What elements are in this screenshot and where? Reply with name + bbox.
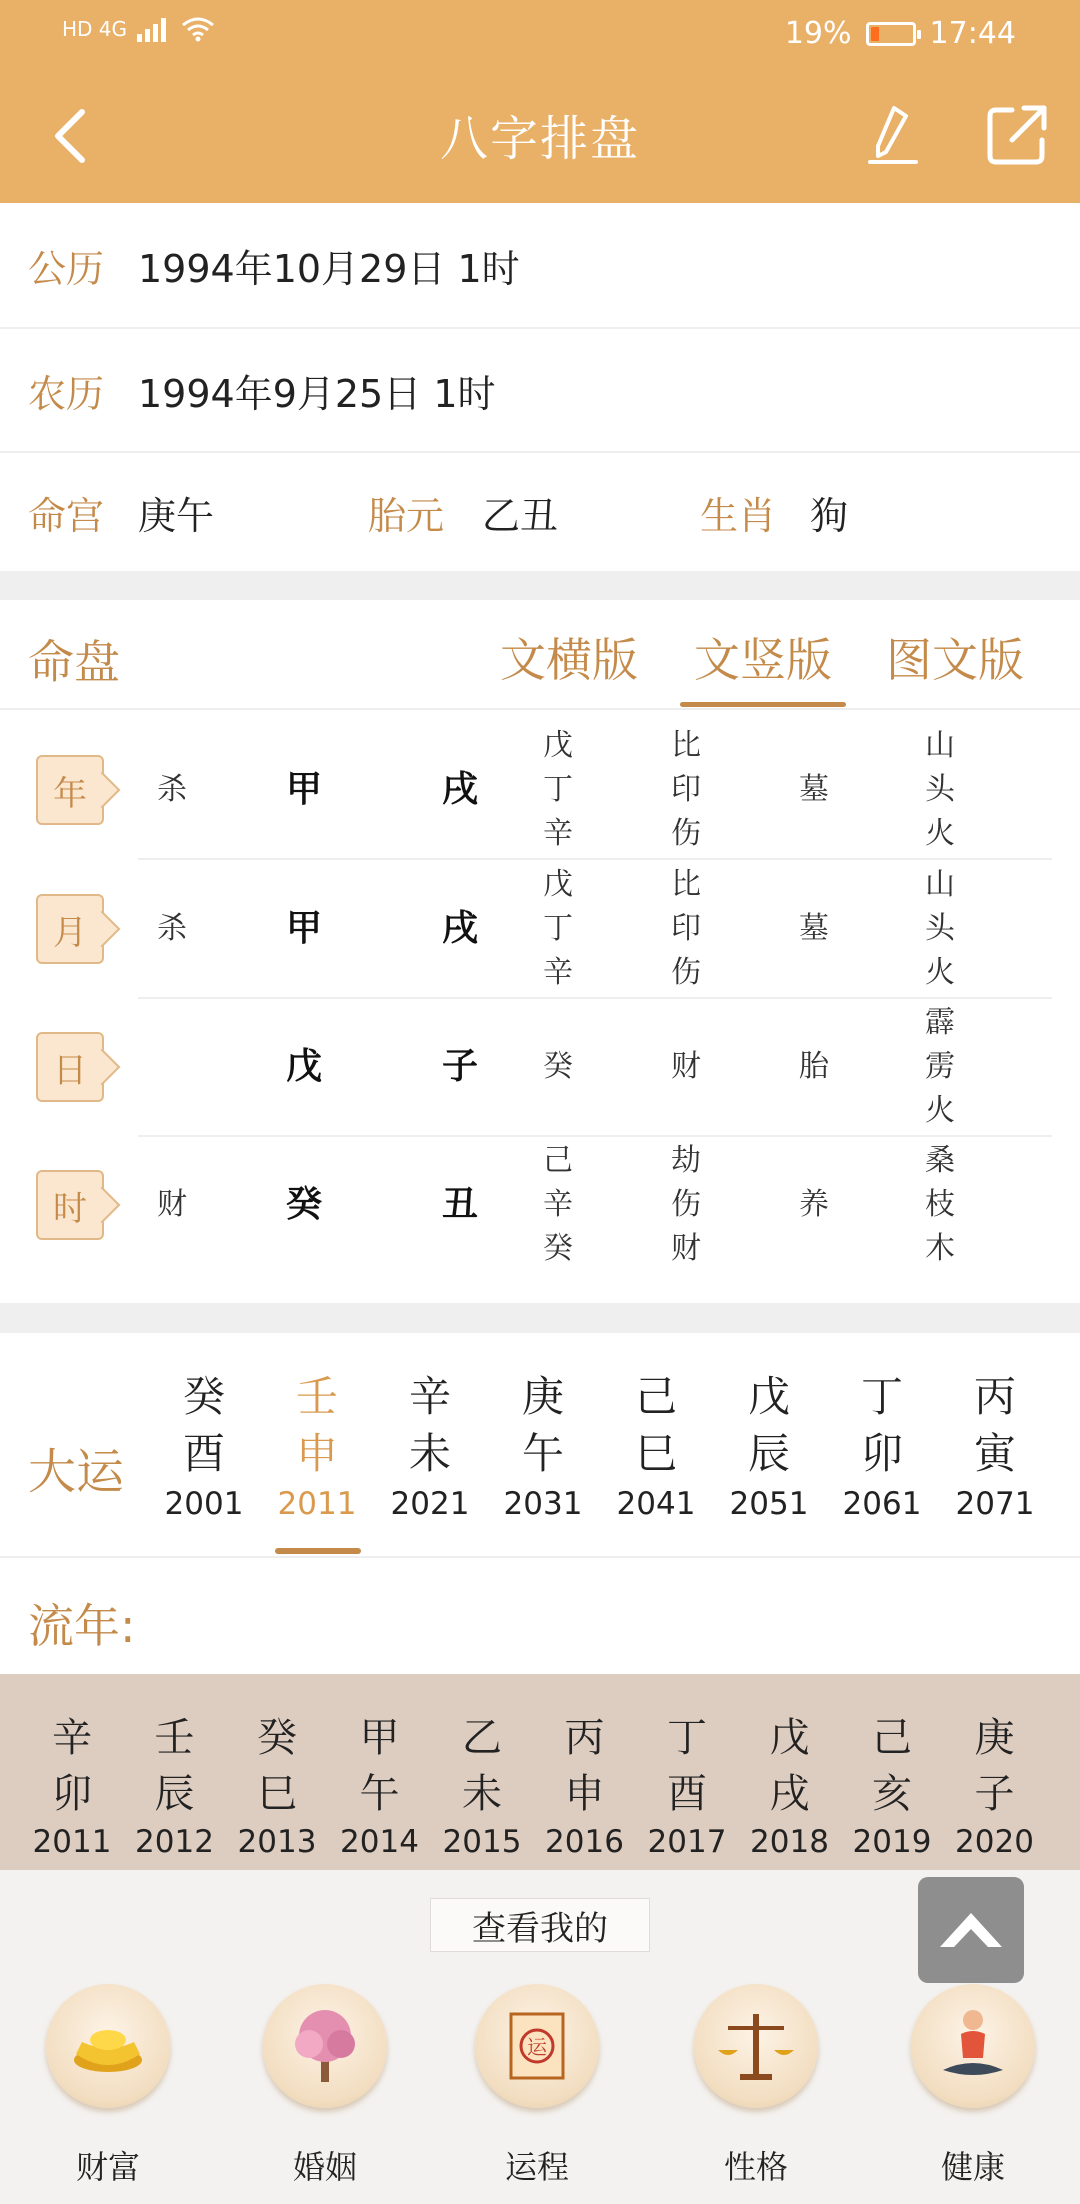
liunian-gan: 癸 [257, 1715, 297, 1761]
dayun-gan: 庚 [521, 1372, 564, 1421]
dayun-gan: 辛 [408, 1372, 451, 1421]
liunian-zhi: 酉 [667, 1771, 707, 1817]
dayun-zhi: 辰 [747, 1429, 790, 1478]
dayun-zhi: 午 [521, 1429, 564, 1478]
liunian-zhi: 巳 [257, 1771, 297, 1817]
liunian-year: 2014 [340, 1824, 419, 1860]
battery-icon [866, 22, 916, 46]
dayun-item[interactable] [493, 1368, 593, 1522]
row-divider [138, 1135, 1052, 1137]
liunian-item[interactable] [842, 1710, 942, 1860]
dayun-year: 2021 [390, 1486, 470, 1522]
liunian-year: 2013 [237, 1824, 317, 1860]
feature-balance-scale[interactable] [686, 1984, 826, 2188]
pillar-zhi: 戌 [441, 769, 478, 810]
liunian-zhi: 未 [462, 1771, 502, 1817]
feature-blossom-tree[interactable] [255, 1984, 395, 2188]
pillar-fu: 印 [671, 772, 701, 807]
dayun-year: 2041 [616, 1486, 696, 1522]
tab-horizontal-text[interactable]: 文横版 [500, 633, 638, 687]
pillar-canggan: 辛 [543, 816, 573, 851]
dayun-zhi: 寅 [973, 1429, 1016, 1478]
pillar-gan: 甲 [285, 908, 322, 949]
dayun-zhi: 申 [295, 1429, 338, 1478]
dayun-item[interactable] [380, 1368, 480, 1522]
pillar-fu: 印 [671, 911, 701, 946]
feature-label: 婚姻 [292, 2148, 357, 2186]
pillar-fu: 财 [671, 1231, 701, 1266]
dayun-zhi: 未 [408, 1429, 451, 1478]
pillar-fu: 劫 [671, 1143, 701, 1178]
liunian-year: 2016 [545, 1824, 624, 1860]
pillar-state: 墓 [799, 911, 829, 946]
pillar-zhi: 子 [441, 1046, 478, 1087]
liunian-item[interactable] [330, 1710, 430, 1860]
dayun-item[interactable] [606, 1368, 706, 1522]
liunian-gan: 乙 [462, 1715, 502, 1761]
liunian-year: 2018 [750, 1824, 829, 1860]
mingpan-title: 命盘 [28, 635, 120, 689]
pillar-tag: 年 [36, 755, 104, 825]
dayun-item[interactable] [945, 1368, 1045, 1522]
dayun-item[interactable] [154, 1368, 254, 1522]
network-indicator: HD 4G [62, 17, 128, 41]
pillar-canggan: 丁 [543, 911, 573, 946]
liunian-item[interactable] [432, 1710, 532, 1860]
liunian-gan: 辛 [52, 1715, 92, 1761]
dayun-year: 2001 [164, 1486, 244, 1522]
feature-gold-ingot[interactable] [38, 1984, 178, 2188]
liunian-gan: 庚 [974, 1715, 1015, 1761]
pillar-fu: 伤 [671, 1187, 701, 1222]
pillar-nayin: 头 [925, 772, 955, 807]
pillar-nayin: 山 [925, 867, 955, 902]
zodiac-label: 生肖 [700, 493, 777, 538]
clock: 17:44 [929, 16, 1016, 51]
pillar-nayin: 木 [925, 1231, 955, 1266]
pillar-fu: 财 [671, 1049, 701, 1084]
pillar-canggan: 辛 [543, 1187, 573, 1222]
dayun-gan: 丁 [860, 1372, 903, 1421]
liunian-zhi: 子 [974, 1771, 1015, 1817]
liunian-item[interactable] [945, 1710, 1045, 1860]
pillar-canggan: 丁 [543, 772, 573, 807]
dayun-item[interactable] [719, 1368, 819, 1522]
dayun-title: 大运 [28, 1444, 125, 1500]
liunian-year: 2015 [442, 1824, 522, 1860]
feature-meditation[interactable] [903, 1984, 1043, 2188]
liunian-gan: 丁 [667, 1715, 707, 1761]
pillar-nayin: 火 [925, 816, 955, 851]
dayun-gan: 壬 [295, 1372, 338, 1421]
pillar-fu: 伤 [671, 816, 701, 851]
liunian-zhi: 戌 [769, 1771, 810, 1817]
taiyuan-value: 乙丑 [482, 493, 559, 538]
gold-ingot-icon [46, 1984, 170, 2108]
pillar-nayin: 头 [925, 911, 955, 946]
liunian-item[interactable] [535, 1710, 635, 1860]
dayun-zhi: 酉 [182, 1429, 225, 1478]
tab-graphic-text[interactable]: 图文版 [886, 633, 1024, 687]
meditation-icon [911, 1984, 1035, 2108]
dayun-year: 2051 [729, 1486, 809, 1522]
lunar-date-row [0, 329, 1080, 451]
row-divider [138, 858, 1052, 860]
pillar-fu: 比 [671, 728, 701, 763]
dayun-gan: 癸 [182, 1372, 225, 1421]
solar-label: 公历 [28, 246, 105, 291]
tab-vertical-text[interactable]: 文竖版 [694, 633, 832, 687]
minggong-value: 庚午 [138, 493, 215, 538]
pillar-nayin: 霹 [925, 1005, 955, 1040]
zodiac-value: 狗 [810, 493, 849, 538]
liunian-item[interactable] [740, 1710, 840, 1860]
pillar-nayin: 山 [925, 728, 955, 763]
chevron-up-icon [918, 1877, 1024, 1983]
status-bar [0, 14, 1080, 54]
dayun-gan: 己 [634, 1372, 677, 1421]
pillar-state: 养 [799, 1187, 829, 1222]
liunian-gan: 甲 [359, 1715, 400, 1761]
wifi-icon [181, 16, 215, 42]
liunian-item[interactable] [227, 1710, 327, 1860]
feature-label: 性格 [723, 2148, 788, 2186]
liunian-gan: 己 [872, 1715, 912, 1761]
liunian-zhi: 辰 [154, 1771, 195, 1817]
dayun-zhi: 巳 [634, 1429, 677, 1478]
pillar-canggan: 癸 [543, 1231, 573, 1266]
pillar-gan: 甲 [285, 769, 322, 810]
pillar-gan: 戊 [285, 1046, 322, 1087]
pillar-shishen: 杀 [157, 772, 187, 807]
row-divider [138, 997, 1052, 999]
pillar-shishen: 杀 [157, 911, 187, 946]
view-mine-button[interactable]: 查看我的 [430, 1898, 650, 1952]
pillar-canggan: 癸 [543, 1049, 573, 1084]
pillar-fu: 比 [671, 867, 701, 902]
feature-fortune-scroll[interactable] [467, 1984, 607, 2188]
liunian-zhi: 卯 [52, 1771, 92, 1817]
pillar-gan: 癸 [285, 1184, 322, 1225]
pillar-state: 胎 [799, 1049, 829, 1084]
liunian-year: 2017 [647, 1824, 727, 1860]
pillar-zhi: 丑 [441, 1184, 478, 1225]
liunian-item[interactable] [125, 1710, 225, 1860]
pillar-tag: 月 [36, 894, 104, 964]
liunian-gan: 丙 [564, 1715, 605, 1761]
liunian-zhi: 申 [564, 1771, 605, 1817]
active-tab-indicator [680, 702, 846, 707]
scroll-top-button[interactable] [918, 1877, 1024, 1983]
pillar-state: 墓 [799, 772, 829, 807]
liunian-year: 2020 [955, 1824, 1034, 1860]
minggong-label: 命宫 [28, 493, 105, 538]
liunian-item[interactable] [22, 1710, 122, 1860]
dayun-gan: 丙 [973, 1372, 1016, 1421]
pillar-tag: 日 [36, 1032, 104, 1102]
pillar-tag: 时 [36, 1170, 104, 1240]
liunian-title: 流年: [28, 1599, 136, 1653]
balance-scale-icon [694, 1984, 818, 2108]
pillar-fu: 伤 [671, 955, 701, 990]
dayun-zhi: 卯 [860, 1429, 903, 1478]
pillar-zhi: 戌 [441, 908, 478, 949]
dayun-item[interactable] [267, 1368, 367, 1522]
liunian-gan: 戊 [769, 1715, 810, 1761]
taiyuan-label: 胎元 [368, 493, 445, 538]
dayun-year: 2071 [955, 1486, 1035, 1522]
liunian-year: 2019 [852, 1824, 932, 1860]
pillar-canggan: 戊 [543, 728, 573, 763]
blossom-tree-icon [263, 1984, 387, 2108]
page-title: 八字排盘 [439, 111, 640, 167]
pillar-canggan: 己 [543, 1143, 573, 1178]
liunian-zhi: 亥 [872, 1771, 912, 1817]
feature-label: 健康 [940, 2148, 1005, 2186]
liunian-gan: 壬 [154, 1715, 195, 1761]
lunar-value: 1994年9月25日 1时 [138, 371, 496, 416]
solar-date-row [0, 203, 1080, 327]
pillar-canggan: 戊 [543, 867, 573, 902]
info-section [0, 203, 1080, 571]
pillar-nayin: 枝 [925, 1187, 955, 1222]
pillar-nayin: 火 [925, 955, 955, 990]
pillar-canggan: 辛 [543, 955, 573, 990]
liunian-zhi: 午 [359, 1771, 400, 1817]
fortune-scroll-icon [475, 1984, 599, 2108]
lunar-label: 农历 [28, 371, 105, 416]
liunian-year: 2011 [32, 1824, 112, 1860]
liunian-item[interactable] [637, 1710, 737, 1860]
pillar-shishen: 财 [157, 1187, 187, 1222]
pillar-nayin: 雳 [925, 1049, 955, 1084]
feature-label: 财富 [75, 2148, 140, 2186]
battery-percent: 19% [784, 16, 852, 51]
dayun-item[interactable] [832, 1368, 932, 1522]
solar-value: 1994年10月29日 1时 [138, 246, 520, 291]
app-header [0, 0, 1080, 203]
signal-icon [137, 16, 171, 42]
pillar-nayin: 桑 [925, 1143, 955, 1178]
dayun-year: 2031 [503, 1486, 583, 1522]
liunian-year: 2012 [135, 1824, 214, 1860]
extra-info-row [0, 453, 1080, 571]
pillar-nayin: 火 [925, 1093, 955, 1128]
dayun-year: 2061 [842, 1486, 922, 1522]
svg-text:运: 运 [527, 2035, 547, 2059]
dayun-selected-indicator [275, 1548, 361, 1554]
dayun-gan: 戊 [747, 1372, 790, 1421]
feature-label: 运程 [504, 2148, 569, 2186]
share-icon[interactable] [982, 100, 1052, 170]
dayun-year: 2011 [277, 1486, 357, 1522]
edit-icon[interactable] [860, 100, 930, 170]
